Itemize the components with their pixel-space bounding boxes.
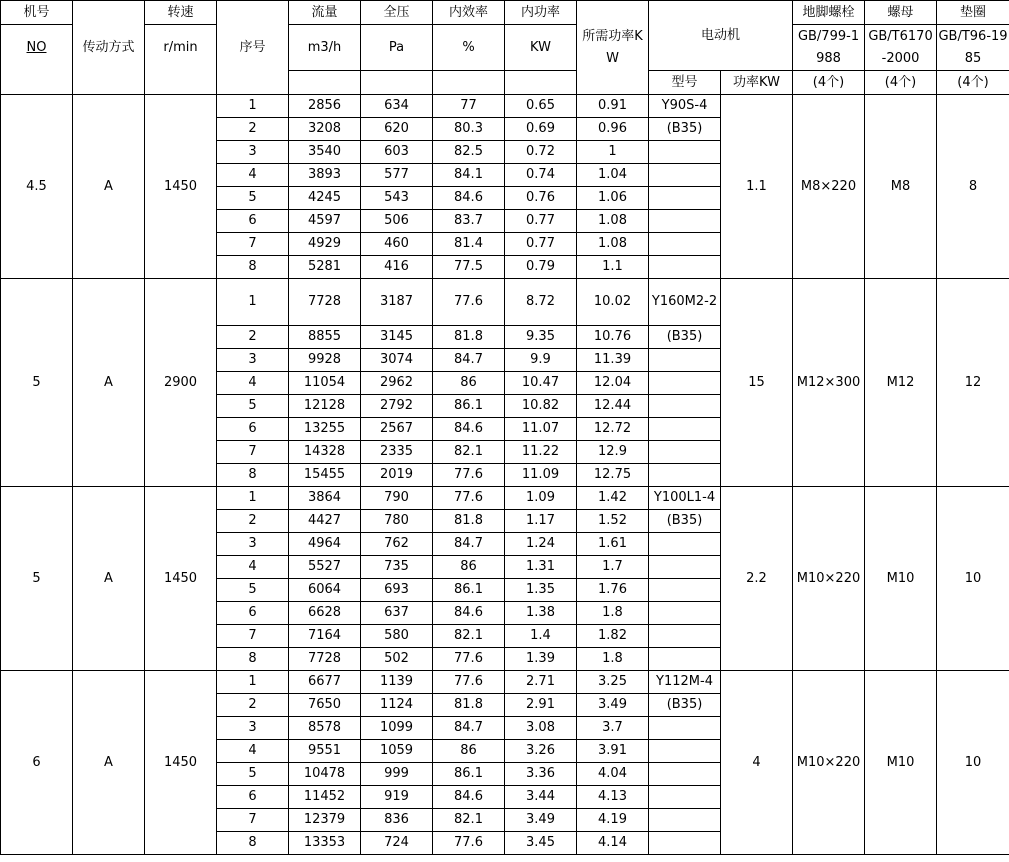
nut: M10 <box>865 487 937 671</box>
efficiency-cell: 77 <box>433 95 505 118</box>
required-power-cell: 1.42 <box>577 487 649 510</box>
machine-no: 5 <box>1 487 73 671</box>
efficiency-cell: 80.3 <box>433 118 505 141</box>
efficiency-cell: 86.1 <box>433 579 505 602</box>
header-motor-power: 功率KW <box>721 71 793 95</box>
required-power-cell: 1.04 <box>577 164 649 187</box>
pressure-cell: 1139 <box>361 671 433 694</box>
motor-power: 2.2 <box>721 487 793 671</box>
inner-power-cell: 9.35 <box>505 326 577 349</box>
seq-cell: 8 <box>217 464 289 487</box>
required-power-cell: 12.72 <box>577 418 649 441</box>
header-inner-power: 内功率 <box>505 1 577 25</box>
motor-model-blank <box>649 809 721 832</box>
motor-model-blank <box>649 164 721 187</box>
machine-no: 4.5 <box>1 95 73 279</box>
table-row <box>1 95 1009 118</box>
required-power-cell: 12.44 <box>577 395 649 418</box>
anchor-bolt: M8×220 <box>793 95 865 279</box>
inner-power-cell: 11.07 <box>505 418 577 441</box>
seq-cell: 5 <box>217 187 289 210</box>
inner-power-cell: 3.08 <box>505 717 577 740</box>
header-washer-standard: GB/T96-1985 <box>937 25 1009 71</box>
efficiency-cell: 84.7 <box>433 533 505 556</box>
efficiency-cell: 86.1 <box>433 395 505 418</box>
pressure-cell: 460 <box>361 233 433 256</box>
required-power-cell: 4.19 <box>577 809 649 832</box>
header-required-power: 所需功率KW <box>577 1 649 95</box>
flow-cell: 8578 <box>289 717 361 740</box>
flow-cell: 12128 <box>289 395 361 418</box>
drive-type: A <box>73 487 145 671</box>
inner-power-cell: 1.39 <box>505 648 577 671</box>
inner-power-cell: 0.79 <box>505 256 577 279</box>
header-pressure: 全压 <box>361 1 433 25</box>
required-power-cell: 1.08 <box>577 210 649 233</box>
anchor-bolt: M10×220 <box>793 671 865 855</box>
seq-cell: 5 <box>217 395 289 418</box>
efficiency-cell: 77.5 <box>433 256 505 279</box>
nut: M10 <box>865 671 937 855</box>
seq-cell: 1 <box>217 671 289 694</box>
inner-power-cell: 11.22 <box>505 441 577 464</box>
seq-cell: 3 <box>217 349 289 372</box>
motor-model-blank <box>649 418 721 441</box>
efficiency-cell: 84.6 <box>433 786 505 809</box>
inner-power-cell: 0.77 <box>505 210 577 233</box>
flow-cell: 6064 <box>289 579 361 602</box>
inner-power-cell: 0.74 <box>505 164 577 187</box>
efficiency-cell: 84.6 <box>433 418 505 441</box>
flow-cell: 11054 <box>289 372 361 395</box>
motor-mount: (B35) <box>649 510 721 533</box>
machine-no: 5 <box>1 279 73 487</box>
header-washer: 垫圈 <box>937 1 1009 25</box>
inner-power-cell: 1.31 <box>505 556 577 579</box>
inner-power-cell: 3.26 <box>505 740 577 763</box>
efficiency-cell: 77.6 <box>433 671 505 694</box>
seq-cell: 6 <box>217 602 289 625</box>
seq-cell: 2 <box>217 118 289 141</box>
header-pressure-unit: Pa <box>361 25 433 71</box>
header-blank-efficiency <box>433 71 505 95</box>
seq-cell: 2 <box>217 326 289 349</box>
motor-power: 1.1 <box>721 95 793 279</box>
motor-model-blank <box>649 464 721 487</box>
motor-model-blank <box>649 786 721 809</box>
speed: 1450 <box>145 95 217 279</box>
inner-power-cell: 0.65 <box>505 95 577 118</box>
efficiency-cell: 82.1 <box>433 441 505 464</box>
pressure-cell: 3145 <box>361 326 433 349</box>
flow-cell: 7728 <box>289 279 361 326</box>
nut: M8 <box>865 95 937 279</box>
seq-cell: 8 <box>217 832 289 855</box>
required-power-cell: 1.7 <box>577 556 649 579</box>
pressure-cell: 693 <box>361 579 433 602</box>
pressure-cell: 1099 <box>361 717 433 740</box>
flow-cell: 11452 <box>289 786 361 809</box>
inner-power-cell: 8.72 <box>505 279 577 326</box>
inner-power-cell: 11.09 <box>505 464 577 487</box>
header-machine-no: 机号 <box>1 1 73 25</box>
header-nut-qty: (4个) <box>865 71 937 95</box>
flow-cell: 4597 <box>289 210 361 233</box>
inner-power-cell: 1.4 <box>505 625 577 648</box>
seq-cell: 3 <box>217 141 289 164</box>
motor-power: 15 <box>721 279 793 487</box>
required-power-cell: 1.82 <box>577 625 649 648</box>
drive-type: A <box>73 95 145 279</box>
efficiency-cell: 83.7 <box>433 210 505 233</box>
pressure-cell: 999 <box>361 763 433 786</box>
inner-power-cell: 10.47 <box>505 372 577 395</box>
flow-cell: 4964 <box>289 533 361 556</box>
efficiency-cell: 84.1 <box>433 164 505 187</box>
required-power-cell: 1.61 <box>577 533 649 556</box>
flow-cell: 12379 <box>289 809 361 832</box>
inner-power-cell: 1.24 <box>505 533 577 556</box>
efficiency-cell: 81.8 <box>433 326 505 349</box>
flow-cell: 5281 <box>289 256 361 279</box>
required-power-cell: 1 <box>577 141 649 164</box>
motor-model-blank <box>649 602 721 625</box>
efficiency-cell: 86 <box>433 556 505 579</box>
motor-model-blank <box>649 717 721 740</box>
efficiency-cell: 77.6 <box>433 279 505 326</box>
required-power-cell: 11.39 <box>577 349 649 372</box>
required-power-cell: 1.8 <box>577 648 649 671</box>
flow-cell: 9551 <box>289 740 361 763</box>
pressure-cell: 580 <box>361 625 433 648</box>
header-speed-unit: r/min <box>145 25 217 71</box>
inner-power-cell: 1.09 <box>505 487 577 510</box>
table-header <box>1 1 1009 95</box>
flow-cell: 7728 <box>289 648 361 671</box>
pressure-cell: 502 <box>361 648 433 671</box>
seq-cell: 7 <box>217 809 289 832</box>
motor-model-blank <box>649 372 721 395</box>
pressure-cell: 1059 <box>361 740 433 763</box>
motor-model-blank <box>649 210 721 233</box>
header-efficiency: 内效率 <box>433 1 505 25</box>
washer: 12 <box>937 279 1009 487</box>
table-body <box>1 95 1009 855</box>
pressure-cell: 780 <box>361 510 433 533</box>
header-washer-qty: (4个) <box>937 71 1009 95</box>
header-blank-inner-power <box>505 71 577 95</box>
efficiency-cell: 84.7 <box>433 717 505 740</box>
flow-cell: 6677 <box>289 671 361 694</box>
motor-model-blank <box>649 763 721 786</box>
seq-cell: 5 <box>217 763 289 786</box>
flow-cell: 5527 <box>289 556 361 579</box>
required-power-cell: 1.08 <box>577 233 649 256</box>
efficiency-cell: 82.1 <box>433 809 505 832</box>
flow-cell: 3208 <box>289 118 361 141</box>
motor-model-blank <box>649 441 721 464</box>
motor-model: Y112M-4 <box>649 671 721 694</box>
anchor-bolt: M10×220 <box>793 487 865 671</box>
efficiency-cell: 86 <box>433 372 505 395</box>
required-power-cell: 12.9 <box>577 441 649 464</box>
header-nut-standard: GB/T6170-2000 <box>865 25 937 71</box>
flow-cell: 15455 <box>289 464 361 487</box>
seq-cell: 6 <box>217 418 289 441</box>
required-power-cell: 3.49 <box>577 694 649 717</box>
inner-power-cell: 3.44 <box>505 786 577 809</box>
pressure-cell: 735 <box>361 556 433 579</box>
efficiency-cell: 81.4 <box>433 233 505 256</box>
motor-model-blank <box>649 832 721 855</box>
motor-mount: (B35) <box>649 326 721 349</box>
washer: 10 <box>937 671 1009 855</box>
pressure-cell: 577 <box>361 164 433 187</box>
motor-model-blank <box>649 395 721 418</box>
pressure-cell: 637 <box>361 602 433 625</box>
drive-type: A <box>73 671 145 855</box>
pressure-cell: 724 <box>361 832 433 855</box>
speed: 1450 <box>145 487 217 671</box>
flow-cell: 13255 <box>289 418 361 441</box>
inner-power-cell: 2.91 <box>505 694 577 717</box>
header-bolt-qty: (4个) <box>793 71 865 95</box>
flow-cell: 14328 <box>289 441 361 464</box>
required-power-cell: 3.25 <box>577 671 649 694</box>
inner-power-cell: 3.49 <box>505 809 577 832</box>
efficiency-cell: 82.5 <box>433 141 505 164</box>
efficiency-cell: 86.1 <box>433 763 505 786</box>
pressure-cell: 603 <box>361 141 433 164</box>
inner-power-cell: 0.69 <box>505 118 577 141</box>
header-blank-no <box>1 71 73 95</box>
seq-cell: 7 <box>217 233 289 256</box>
washer: 8 <box>937 95 1009 279</box>
inner-power-cell: 0.72 <box>505 141 577 164</box>
efficiency-cell: 77.6 <box>433 464 505 487</box>
pressure-cell: 1124 <box>361 694 433 717</box>
header-nut: 螺母 <box>865 1 937 25</box>
header-motor-model: 型号 <box>649 71 721 95</box>
seq-cell: 4 <box>217 164 289 187</box>
flow-cell: 8855 <box>289 326 361 349</box>
pressure-cell: 506 <box>361 210 433 233</box>
table-row <box>1 487 1009 510</box>
flow-cell: 2856 <box>289 95 361 118</box>
pressure-cell: 634 <box>361 95 433 118</box>
motor-model-blank <box>649 187 721 210</box>
seq-cell: 3 <box>217 717 289 740</box>
seq-cell: 8 <box>217 648 289 671</box>
motor-model-blank <box>649 141 721 164</box>
required-power-cell: 1.52 <box>577 510 649 533</box>
efficiency-cell: 84.6 <box>433 187 505 210</box>
seq-cell: 7 <box>217 625 289 648</box>
motor-mount: (B35) <box>649 118 721 141</box>
flow-cell: 7164 <box>289 625 361 648</box>
header-blank-pressure <box>361 71 433 95</box>
flow-cell: 3864 <box>289 487 361 510</box>
header-blank-flow <box>289 71 361 95</box>
motor-model: Y100L1-4 <box>649 487 721 510</box>
seq-cell: 1 <box>217 279 289 326</box>
seq-cell: 2 <box>217 694 289 717</box>
seq-cell: 1 <box>217 95 289 118</box>
efficiency-cell: 81.8 <box>433 510 505 533</box>
header-speed: 转速 <box>145 1 217 25</box>
inner-power-cell: 3.45 <box>505 832 577 855</box>
header-anchor-bolt: 地脚螺栓 <box>793 1 865 25</box>
motor-model-blank <box>649 579 721 602</box>
efficiency-cell: 77.6 <box>433 648 505 671</box>
required-power-cell: 10.02 <box>577 279 649 326</box>
required-power-cell: 0.96 <box>577 118 649 141</box>
seq-cell: 3 <box>217 533 289 556</box>
pressure-cell: 790 <box>361 487 433 510</box>
motor-model-blank <box>649 233 721 256</box>
motor-model-blank <box>649 556 721 579</box>
header-bolt-standard: GB/799-1988 <box>793 25 865 71</box>
efficiency-cell: 81.8 <box>433 694 505 717</box>
seq-cell: 4 <box>217 740 289 763</box>
pressure-cell: 3074 <box>361 349 433 372</box>
pressure-cell: 620 <box>361 118 433 141</box>
pressure-cell: 836 <box>361 809 433 832</box>
machine-no: 6 <box>1 671 73 855</box>
motor-mount: (B35) <box>649 694 721 717</box>
pressure-cell: 2335 <box>361 441 433 464</box>
efficiency-cell: 82.1 <box>433 625 505 648</box>
required-power-cell: 4.13 <box>577 786 649 809</box>
seq-cell: 5 <box>217 579 289 602</box>
motor-model-blank <box>649 533 721 556</box>
required-power-cell: 1.8 <box>577 602 649 625</box>
header-efficiency-unit: % <box>433 25 505 71</box>
flow-cell: 6628 <box>289 602 361 625</box>
motor-model: Y160M2-2 <box>649 279 721 326</box>
speed: 1450 <box>145 671 217 855</box>
header-drive-type: 传动方式 <box>73 1 145 95</box>
required-power-cell: 3.7 <box>577 717 649 740</box>
table-row <box>1 671 1009 694</box>
flow-cell: 4929 <box>289 233 361 256</box>
seq-cell: 2 <box>217 510 289 533</box>
inner-power-cell: 0.76 <box>505 187 577 210</box>
seq-cell: 4 <box>217 372 289 395</box>
inner-power-cell: 3.36 <box>505 763 577 786</box>
inner-power-cell: 0.77 <box>505 233 577 256</box>
inner-power-cell: 1.35 <box>505 579 577 602</box>
seq-cell: 6 <box>217 210 289 233</box>
motor-model-blank <box>649 648 721 671</box>
required-power-cell: 3.91 <box>577 740 649 763</box>
seq-cell: 4 <box>217 556 289 579</box>
pressure-cell: 2567 <box>361 418 433 441</box>
flow-cell: 10478 <box>289 763 361 786</box>
flow-cell: 9928 <box>289 349 361 372</box>
inner-power-cell: 1.38 <box>505 602 577 625</box>
washer: 10 <box>937 487 1009 671</box>
required-power-cell: 4.04 <box>577 763 649 786</box>
header-blank-speed <box>145 71 217 95</box>
flow-cell: 3893 <box>289 164 361 187</box>
efficiency-cell: 77.6 <box>433 832 505 855</box>
required-power-cell: 0.91 <box>577 95 649 118</box>
table-row <box>1 279 1009 326</box>
header-motor: 电动机 <box>649 1 793 71</box>
motor-model-blank <box>649 625 721 648</box>
flow-cell: 4245 <box>289 187 361 210</box>
inner-power-cell: 2.71 <box>505 671 577 694</box>
drive-type: A <box>73 279 145 487</box>
seq-cell: 1 <box>217 487 289 510</box>
efficiency-cell: 84.6 <box>433 602 505 625</box>
pressure-cell: 2019 <box>361 464 433 487</box>
pressure-cell: 762 <box>361 533 433 556</box>
efficiency-cell: 86 <box>433 740 505 763</box>
seq-cell: 8 <box>217 256 289 279</box>
motor-model-blank <box>649 349 721 372</box>
required-power-cell: 1.06 <box>577 187 649 210</box>
inner-power-cell: 10.82 <box>505 395 577 418</box>
required-power-cell: 12.75 <box>577 464 649 487</box>
pressure-cell: 919 <box>361 786 433 809</box>
pressure-cell: 543 <box>361 187 433 210</box>
seq-cell: 6 <box>217 786 289 809</box>
header-flow: 流量 <box>289 1 361 25</box>
motor-model-blank <box>649 740 721 763</box>
required-power-cell: 10.76 <box>577 326 649 349</box>
flow-cell: 7650 <box>289 694 361 717</box>
pressure-cell: 2962 <box>361 372 433 395</box>
motor-model-blank <box>649 256 721 279</box>
inner-power-cell: 9.9 <box>505 349 577 372</box>
pressure-cell: 3187 <box>361 279 433 326</box>
pressure-cell: 416 <box>361 256 433 279</box>
header-seq: 序号 <box>217 1 289 95</box>
required-power-cell: 4.14 <box>577 832 649 855</box>
anchor-bolt: M12×300 <box>793 279 865 487</box>
motor-model: Y90S-4 <box>649 95 721 118</box>
header-no: NO <box>1 25 73 71</box>
header-inner-power-unit: KW <box>505 25 577 71</box>
required-power-cell: 12.04 <box>577 372 649 395</box>
nut: M12 <box>865 279 937 487</box>
speed: 2900 <box>145 279 217 487</box>
required-power-cell: 1.76 <box>577 579 649 602</box>
motor-power: 4 <box>721 671 793 855</box>
flow-cell: 3540 <box>289 141 361 164</box>
flow-cell: 4427 <box>289 510 361 533</box>
header-flow-unit: m3/h <box>289 25 361 71</box>
inner-power-cell: 1.17 <box>505 510 577 533</box>
seq-cell: 7 <box>217 441 289 464</box>
efficiency-cell: 84.7 <box>433 349 505 372</box>
efficiency-cell: 77.6 <box>433 487 505 510</box>
flow-cell: 13353 <box>289 832 361 855</box>
required-power-cell: 1.1 <box>577 256 649 279</box>
pressure-cell: 2792 <box>361 395 433 418</box>
